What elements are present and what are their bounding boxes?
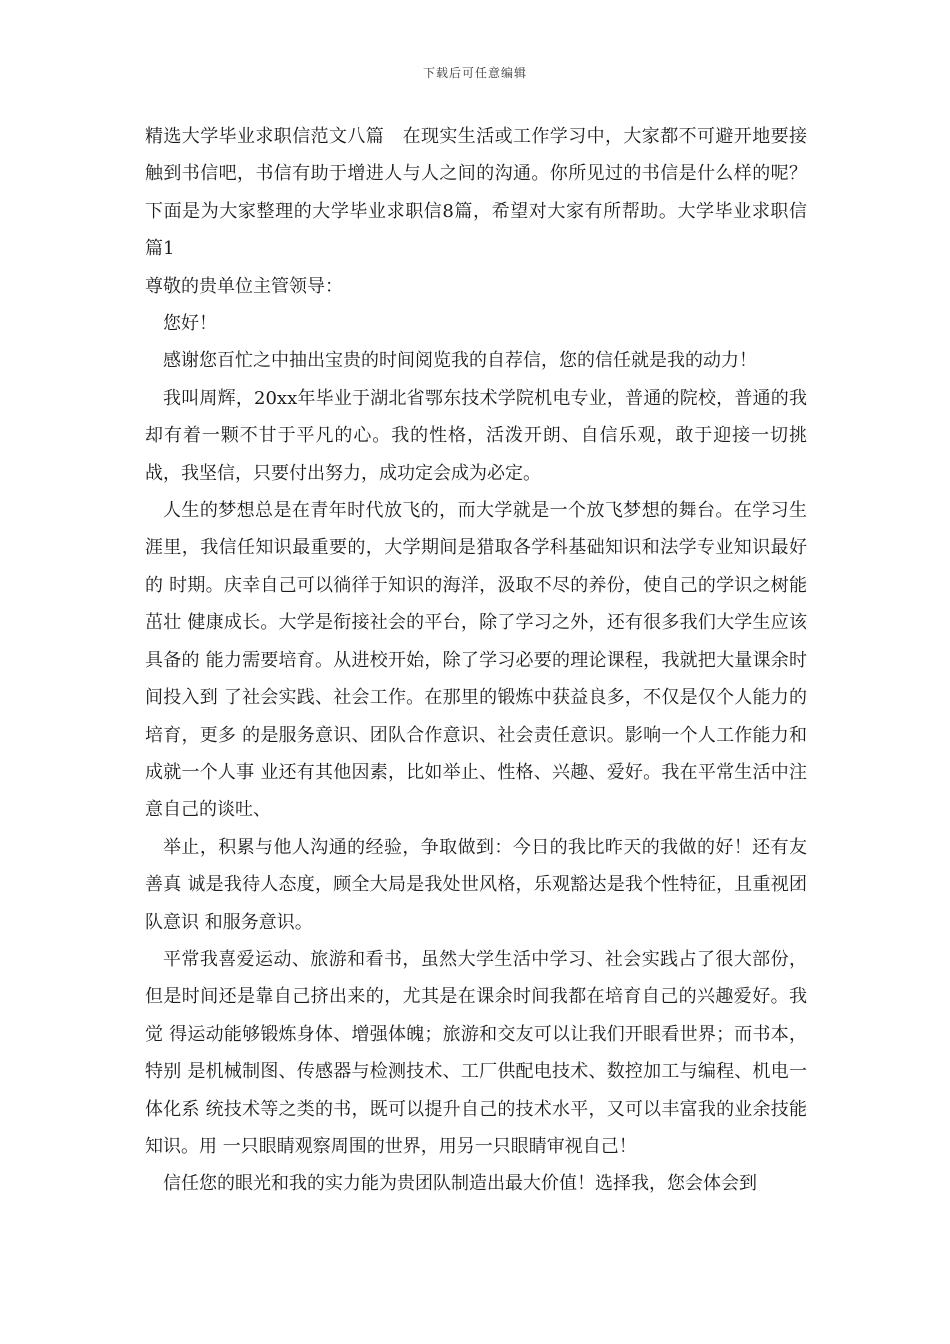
document-body	[145, 118, 807, 1203]
body-paragraph-2: 我叫周辉，20xx年毕业于湖北省鄂东技术学院机电专业，普通的院校，普通的我 却有着一颗不甘于平凡的心。我的性格，活泼开朗、自信乐观，敢于迎接一切挑战，我坚信，只要付出努力，成功定会成为必定。	[145, 387, 807, 484]
intro-paragraph: 精选大学毕业求职信范文八篇 在现实生活或工作学习中，大家都不可避开地要接触到书信吧，书信有助于增进人与人之间的沟通。你所见过的书信是什么样的呢？下面是为大家整理的大学毕业求职信8篇，希望对大家有所帮助。大学毕业求职信 篇1	[145, 126, 807, 260]
body-paragraph-1: 感谢您百忙之中抽出宝贵的时间阅览我的自荐信，您的信任就是我的动力！	[163, 350, 757, 372]
greeting: 您好！	[163, 313, 217, 335]
body-paragraph-3: 人生的梦想总是在青年时代放飞的，而大学就是一个放飞梦想的舞台。在学习生 涯里，我信任知识最重要的，大学期间是猎取各学科基础知识和法学专业知识最好的 时期。庆幸自己可以徜徉于知识的海洋，汲取不尽的养份，使自己的学识之树能茁壮 健康成长。大学是衔接社会的平台，除了学习之外，还有很多我们大学生应该具备的 能力需要培育。从进校开始，除了学习必要的理论课程，我就把大量课余时间投入到 了社会实践、社会工作。在那里的锻炼中获益良多，不仅是仅个人能力的培育，更多 的是服务意识、团队合作意识、社会责任意识。影响一个人工作能力和成就一个人事 业还有其他因素，比如举止、性格、兴趣、爱好。我在平常生活中注意自己的谈吐、	[145, 500, 807, 821]
page-header-note: 下载后可任意编辑	[422, 66, 527, 80]
body-paragraph-5: 平常我喜爱运动、旅游和看书，虽然大学生活中学习、社会实践占了很大部份， 但是时间还是靠自己挤出来的，尤其是在课余时间我都在培育自己的兴趣爱好。我觉 得运动能够锻炼身体、增强体魄；旅游和交友可以让我们开眼看世界；而书本，特别 是机械制图、传感器与检测技术、工厂供配电技术、数控加工与编程、机电一体化系 统技术等之类的书，既可以提升自己的技术水平，又可以丰富我的业余技能知识。用 一只眼睛观察周围的世界，用另一只眼睛审视自己！	[145, 948, 807, 1157]
salutation: 尊敬的贵单位主管领导：	[145, 275, 343, 297]
body-paragraph-4: 举止，积累与他人沟通的经验，争取做到：今日的我比昨天的我做的好！还有友善真 诚是我待人态度，顾全大局是我处世风格，乐观豁达是我个性特征，且重视团队意识 和服务意识。	[145, 836, 807, 933]
body-paragraph-6: 信任您的眼光和我的实力能为贵团队制造出最大价值！选择我，您会体会到	[163, 1173, 757, 1195]
